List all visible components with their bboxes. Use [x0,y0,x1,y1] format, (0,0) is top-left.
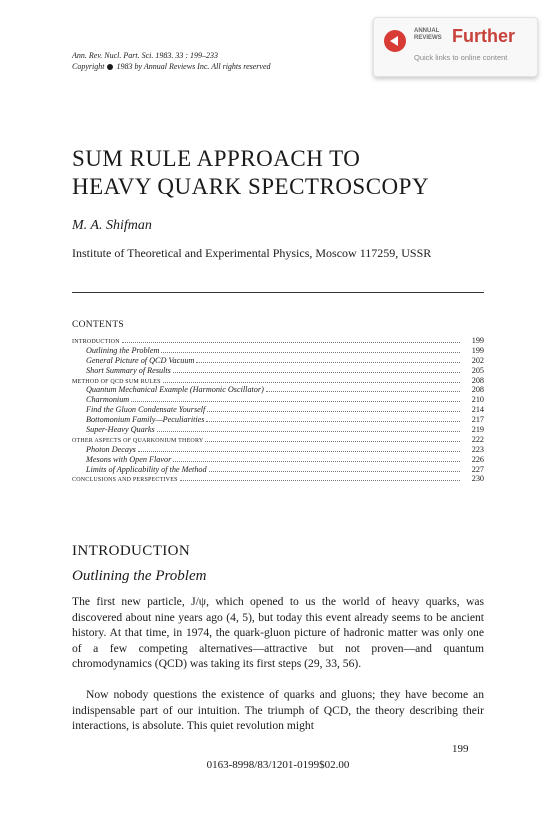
author-name: M. A. Shifman [72,218,152,233]
toc-entry-label: METHOD OF QCD SUM RULES [72,378,161,385]
toc-entry-label: Super-Heavy Quarks [86,425,155,435]
toc-leader [266,391,460,392]
toc-entry-label: Charmonium [86,395,130,405]
toc-entry [72,474,484,484]
toc-leader [131,401,460,402]
toc-entry [72,455,484,465]
toc-leader [209,471,460,472]
toc-entry-page: 208 [471,385,484,395]
toc-entry-label: INTRODUCTION [72,339,120,345]
article-title [72,145,429,201]
paragraph-2: Now nobody questions the existence of quarks and gluons; they have become an indispensable part of our intuition. The triumph of QCD, the theory describing their interactions, is absolute. This quiet revolution might [72,688,484,732]
toc-entry-page: 223 [471,444,484,454]
toc-leader [196,362,460,363]
toc-leader [157,431,460,432]
toc-entry [72,395,484,405]
toc-entry-label: OTHER ASPECTS OF QUARKONIUM THEORY [72,437,204,444]
toc-entry-page: 199 [471,336,484,345]
toc-entry-page: 202 [471,355,484,365]
toc-entry-page: 205 [471,365,484,375]
toc-entry [72,336,484,346]
copyright-text: 1983 by Annual Reviews Inc. All rights reserved [116,62,271,71]
toc-leader [163,382,460,383]
subsection-heading: Outlining the Problem [72,568,207,584]
toc-entry-label: Short Summary of Results [86,365,171,375]
further-banner[interactable] [373,17,538,77]
toc-leader [173,461,460,462]
toc-entry [72,425,484,435]
banner-brand: ANNUAL REVIEWS [414,28,442,41]
copyright-dot-icon [107,64,113,70]
toc-leader [207,411,460,412]
toc-leader [180,480,460,481]
toc-entry-label: Bottomonium Family—Peculiarities [86,415,205,425]
banner-tagline: Quick links to online content [414,53,508,62]
toc-entry-page: 199 [471,345,484,355]
toc-entry-label: Photon Decays [86,444,136,454]
copyright-label: Copyright [72,62,105,71]
toc-entry-page: 217 [471,415,484,425]
journal-line-2 [72,61,271,72]
toc-entry [72,405,484,415]
toc-entry-page: 219 [471,425,484,435]
title-line-2: HEAVY QUARK SPECTROSCOPY [72,174,430,199]
toc-entry-label: General Picture of QCD Vacuum [86,355,195,365]
toc-leader [122,342,460,343]
toc-entry [72,366,484,376]
toc-entry-label: CONCLUSIONS AND PERSPECTIVES [72,477,178,484]
annual-reviews-logo-icon [384,30,406,52]
toc-entry [72,445,484,455]
toc-leader [173,372,460,373]
toc-entry-label: Find the Gluon Condensate Yourself [86,405,206,415]
toc-leader [205,441,460,442]
toc-entry [72,465,484,475]
toc-entry [72,376,484,386]
toc-leader [206,421,460,422]
page-number: 199 [452,743,469,755]
toc-entry-page: 210 [471,395,484,405]
divider [72,292,484,293]
toc-entry-page: 222 [471,434,484,444]
toc-entry-label: Mesons with Open Flavor [86,454,172,464]
table-of-contents [72,336,484,484]
toc-entry [72,415,484,425]
journal-line-1: Ann. Rev. Nucl. Part. Sci. 1983. 33 : 199–233 [72,51,219,60]
author-affiliation: Institute of Theoretical and Experimental Physics, Moscow 117259, USSR [72,246,432,260]
toc-leader [161,352,460,353]
toc-entry-page: 230 [471,474,484,484]
toc-entry-label: Limits of Applicability of the Method [86,464,207,474]
toc-leader [138,451,460,452]
banner-further-label: Further [452,26,515,46]
toc-entry [72,356,484,366]
title-line-1: SUM RULE APPROACH TO [72,146,361,171]
toc-entry-label: Quantum Mechanical Example (Harmonic Oscillator) [86,385,264,395]
footer-code: 0163-8998/83/1201-0199$02.00 [206,759,350,771]
toc-entry-page: 226 [471,454,484,464]
toc-entry-page: 208 [471,375,484,385]
paragraph-1: The first new particle, J/ψ, which opened to us the world of heavy quarks, was discovered about nine years ago (4, 5), but today this event already seems to be ancient history. At that time, in 1974, the quark-gluon picture of hadronic matter was only one of a few competing alternatives—attractive but not proven—and quantum chromodynamics (QCD) was taking its first steps (29, 33, 56). [72,595,484,670]
toc-entry-page: 227 [471,464,484,474]
toc-entry-label: Outlining the Problem [86,345,160,355]
section-heading: INTRODUCTION [72,543,191,559]
toc-entry-page: 214 [471,405,484,415]
journal-citation [72,50,271,72]
contents-heading: CONTENTS [72,320,125,330]
toc-entry [72,435,484,445]
toc-entry [72,385,484,395]
toc-entry [72,346,484,356]
